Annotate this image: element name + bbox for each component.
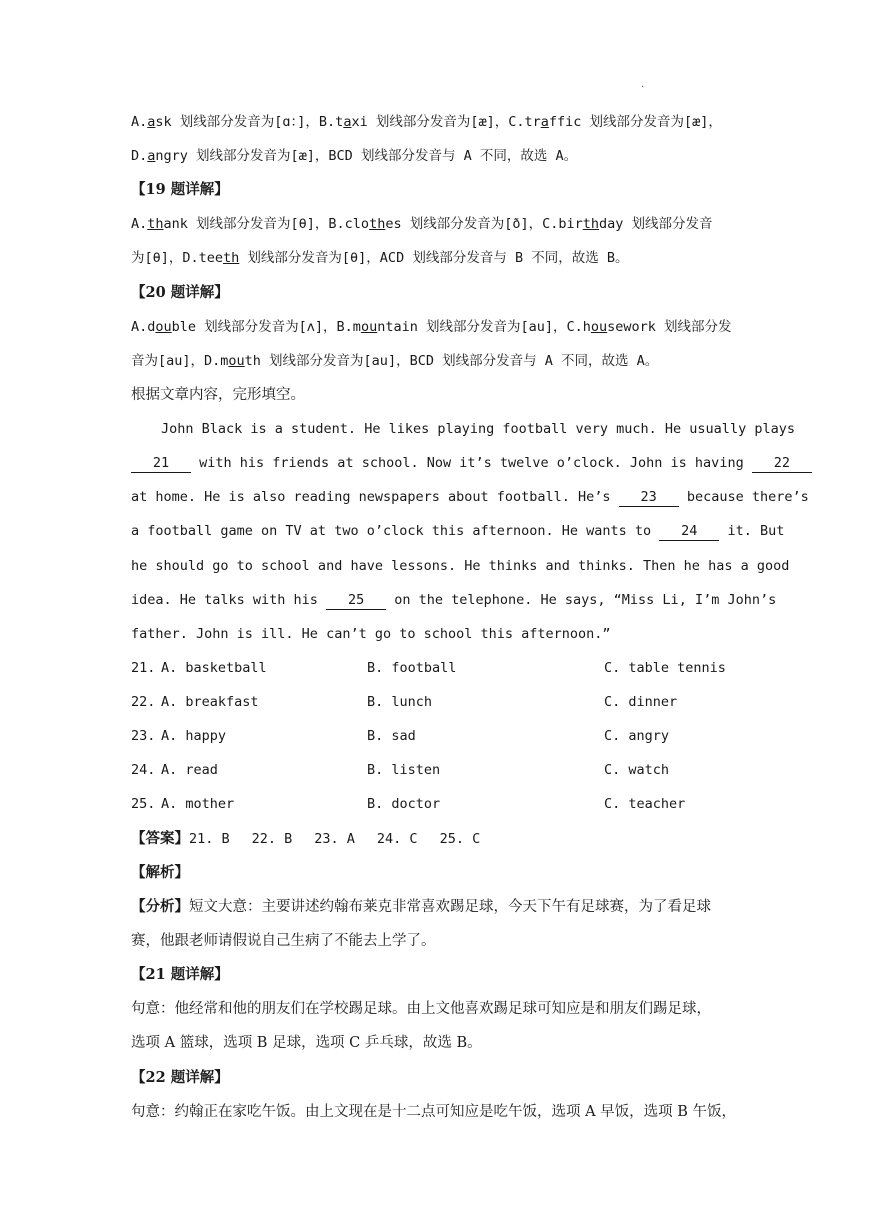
phonetics-line-6 <box>131 351 741 371</box>
passage-line-1: John Black is a student. He likes playing football very much. He usually plays <box>161 421 795 437</box>
summary-line-1 <box>131 897 741 917</box>
cloze-instruction: 根据文章内容，完形填空。 <box>131 387 305 403</box>
text-fragment: day 划线部分发音 <box>599 216 713 232</box>
passage-line-3 <box>131 487 809 507</box>
option-a[interactable]: A. read <box>161 762 218 778</box>
option-c[interactable]: C. dinner <box>604 694 678 710</box>
summary-text: 短文大意：主要讲述约翰布莱克非常喜欢踢足球，今天下午有足球赛，为了看足球 <box>189 899 711 915</box>
text-fragment: it. But <box>727 523 785 539</box>
phonetics-line-1 <box>131 112 741 132</box>
text-fragment: ble 划线部分发音为[ʌ]，B.m <box>171 319 361 335</box>
underlined-letters: a <box>540 114 549 130</box>
underlined-letters: ou <box>360 319 378 335</box>
heading-21: 【21 题详解】 <box>131 966 229 983</box>
underlined-letters: ou <box>228 353 245 369</box>
phonetics-line-2 <box>131 146 741 166</box>
option-b[interactable]: B. lunch <box>367 694 433 710</box>
analysis-heading: 【解析】 <box>131 864 189 881</box>
passage-line-7: father. John is ill. He can’t go to school this afternoon.” <box>131 626 611 642</box>
heading-20: 【20 题详解】 <box>131 284 229 301</box>
phonetics-line-4 <box>131 248 741 268</box>
option-c[interactable]: C. watch <box>604 762 670 778</box>
text-fragment: on the telephone. He says, “Miss Li, I’m John’s <box>394 592 777 608</box>
passage-line-2 <box>131 453 790 473</box>
text-fragment: 划线部分发音为[θ]，ACD 划线部分发音与 B 不同，故选 B。 <box>239 250 629 266</box>
text-fragment: at home. He is also reading newspapers about football. He’s <box>131 489 611 505</box>
page-mark: · <box>641 82 645 93</box>
summary-label: 【分析】 <box>131 898 189 915</box>
question-number: 23. <box>131 728 156 744</box>
option-b[interactable]: B. sad <box>367 728 416 744</box>
underlined-letters: a <box>343 114 352 130</box>
text-fragment: xi 划线部分发音为[æ]，C.tr <box>351 114 541 130</box>
question-number: 22. <box>131 694 156 710</box>
option-a[interactable]: A. breakfast <box>161 694 259 710</box>
phonetics-line-3 <box>131 214 741 234</box>
blank-21[interactable]: 21 <box>131 455 191 473</box>
blank-23[interactable]: 23 <box>619 489 679 507</box>
answer-item: 23. A <box>314 831 355 847</box>
option-b[interactable]: B. doctor <box>367 796 441 812</box>
passage-line-4 <box>131 521 785 541</box>
underlined-letters: a <box>147 114 156 130</box>
text-fragment: 音为[au]，D.m <box>131 353 229 369</box>
answer-item: 22. B <box>251 831 293 847</box>
text-fragment: sework 划线部分发 <box>607 319 732 335</box>
blank-25[interactable]: 25 <box>326 592 386 610</box>
answer-item: 24. C <box>376 831 418 847</box>
question-number: 25. <box>131 796 156 812</box>
underlined-letters: a <box>147 148 156 164</box>
heading-22: 【22 题详解】 <box>131 1069 229 1086</box>
text-fragment: ank 划线部分发音为[θ]，B.clo <box>163 216 370 232</box>
heading-19: 【19 题详解】 <box>131 181 229 198</box>
text-fragment: with his friends at school. Now it’s twelve o’clock. John is having <box>199 455 744 471</box>
option-a[interactable]: A. mother <box>161 796 235 812</box>
passage-line-6 <box>131 590 777 610</box>
text-fragment: because there’s <box>686 489 809 505</box>
text-fragment: A.d <box>131 319 156 335</box>
phonetics-line-5 <box>131 317 741 337</box>
text-fragment: sk 划线部分发音为[ɑ：]，B.t <box>155 114 344 130</box>
blank-24[interactable]: 24 <box>659 523 719 541</box>
option-c[interactable]: C. angry <box>604 728 670 744</box>
text-fragment: 为[θ]，D.tee <box>131 250 224 266</box>
option-a[interactable]: A. basketball <box>161 660 267 676</box>
text-fragment: ntain 划线部分发音为[au]，C.h <box>377 319 591 335</box>
underlined-letters: ou <box>590 319 608 335</box>
text-fragment: a football game on TV at two o’clock this afternoon. He wants to <box>131 523 652 539</box>
answer-item: 21. B <box>189 831 230 847</box>
summary-line-2: 赛，他跟老师请假说自己生病了不能去上学了。 <box>131 933 436 949</box>
text-fragment: D. <box>131 148 148 164</box>
text-fragment: idea. He talks with his <box>131 592 318 608</box>
text-fragment: A. <box>131 114 148 130</box>
text-fragment: ffic 划线部分发音为[æ]， <box>548 114 722 130</box>
answer-item: 25. C <box>439 831 481 847</box>
answer-label: 【答案】 <box>131 830 189 847</box>
option-c[interactable]: C. teacher <box>604 796 686 812</box>
detail-21-line-1: 句意：他经常和他的朋友们在学校踢足球。由上文他喜欢踢足球可知应是和朋友们踢足球， <box>131 1001 711 1017</box>
passage-line-5: he should go to school and have lessons. He thinks and thinks. Then he has a good <box>131 558 790 574</box>
answer-line <box>131 829 741 849</box>
underlined-letters: th <box>369 216 386 232</box>
underlined-letters: th <box>223 250 240 266</box>
text-fragment: th 划线部分发音为[au]，BCD 划线部分发音与 A 不同，故选 A。 <box>244 353 659 369</box>
option-a[interactable]: A. happy <box>161 728 227 744</box>
underlined-letters: ou <box>155 319 172 335</box>
text-fragment: es 划线部分发音为[ð]，C.bir <box>385 216 583 232</box>
option-b[interactable]: B. listen <box>367 762 441 778</box>
option-b[interactable]: B. football <box>367 660 457 676</box>
detail-21-line-2: 选项 A 篮球，选项 B 足球，选项 C 乒乓球，故选 B。 <box>131 1035 482 1051</box>
underlined-letters: th <box>147 216 164 232</box>
text-fragment: ngry 划线部分发音为[æ]，BCD 划线部分发音与 A 不同，故选 A。 <box>155 148 578 164</box>
underlined-letters: th <box>582 216 600 232</box>
question-number: 21. <box>131 660 156 676</box>
question-number: 24. <box>131 762 156 778</box>
detail-22-line-1: 句意：约翰正在家吃午饭。由上文现在是十二点可知应是吃午饭，选项 A 早饭，选项 B 午饭， <box>131 1104 737 1120</box>
text-fragment: A. <box>131 216 148 232</box>
blank-22[interactable]: 22 <box>752 455 812 473</box>
option-c[interactable]: C. table tennis <box>604 660 726 676</box>
